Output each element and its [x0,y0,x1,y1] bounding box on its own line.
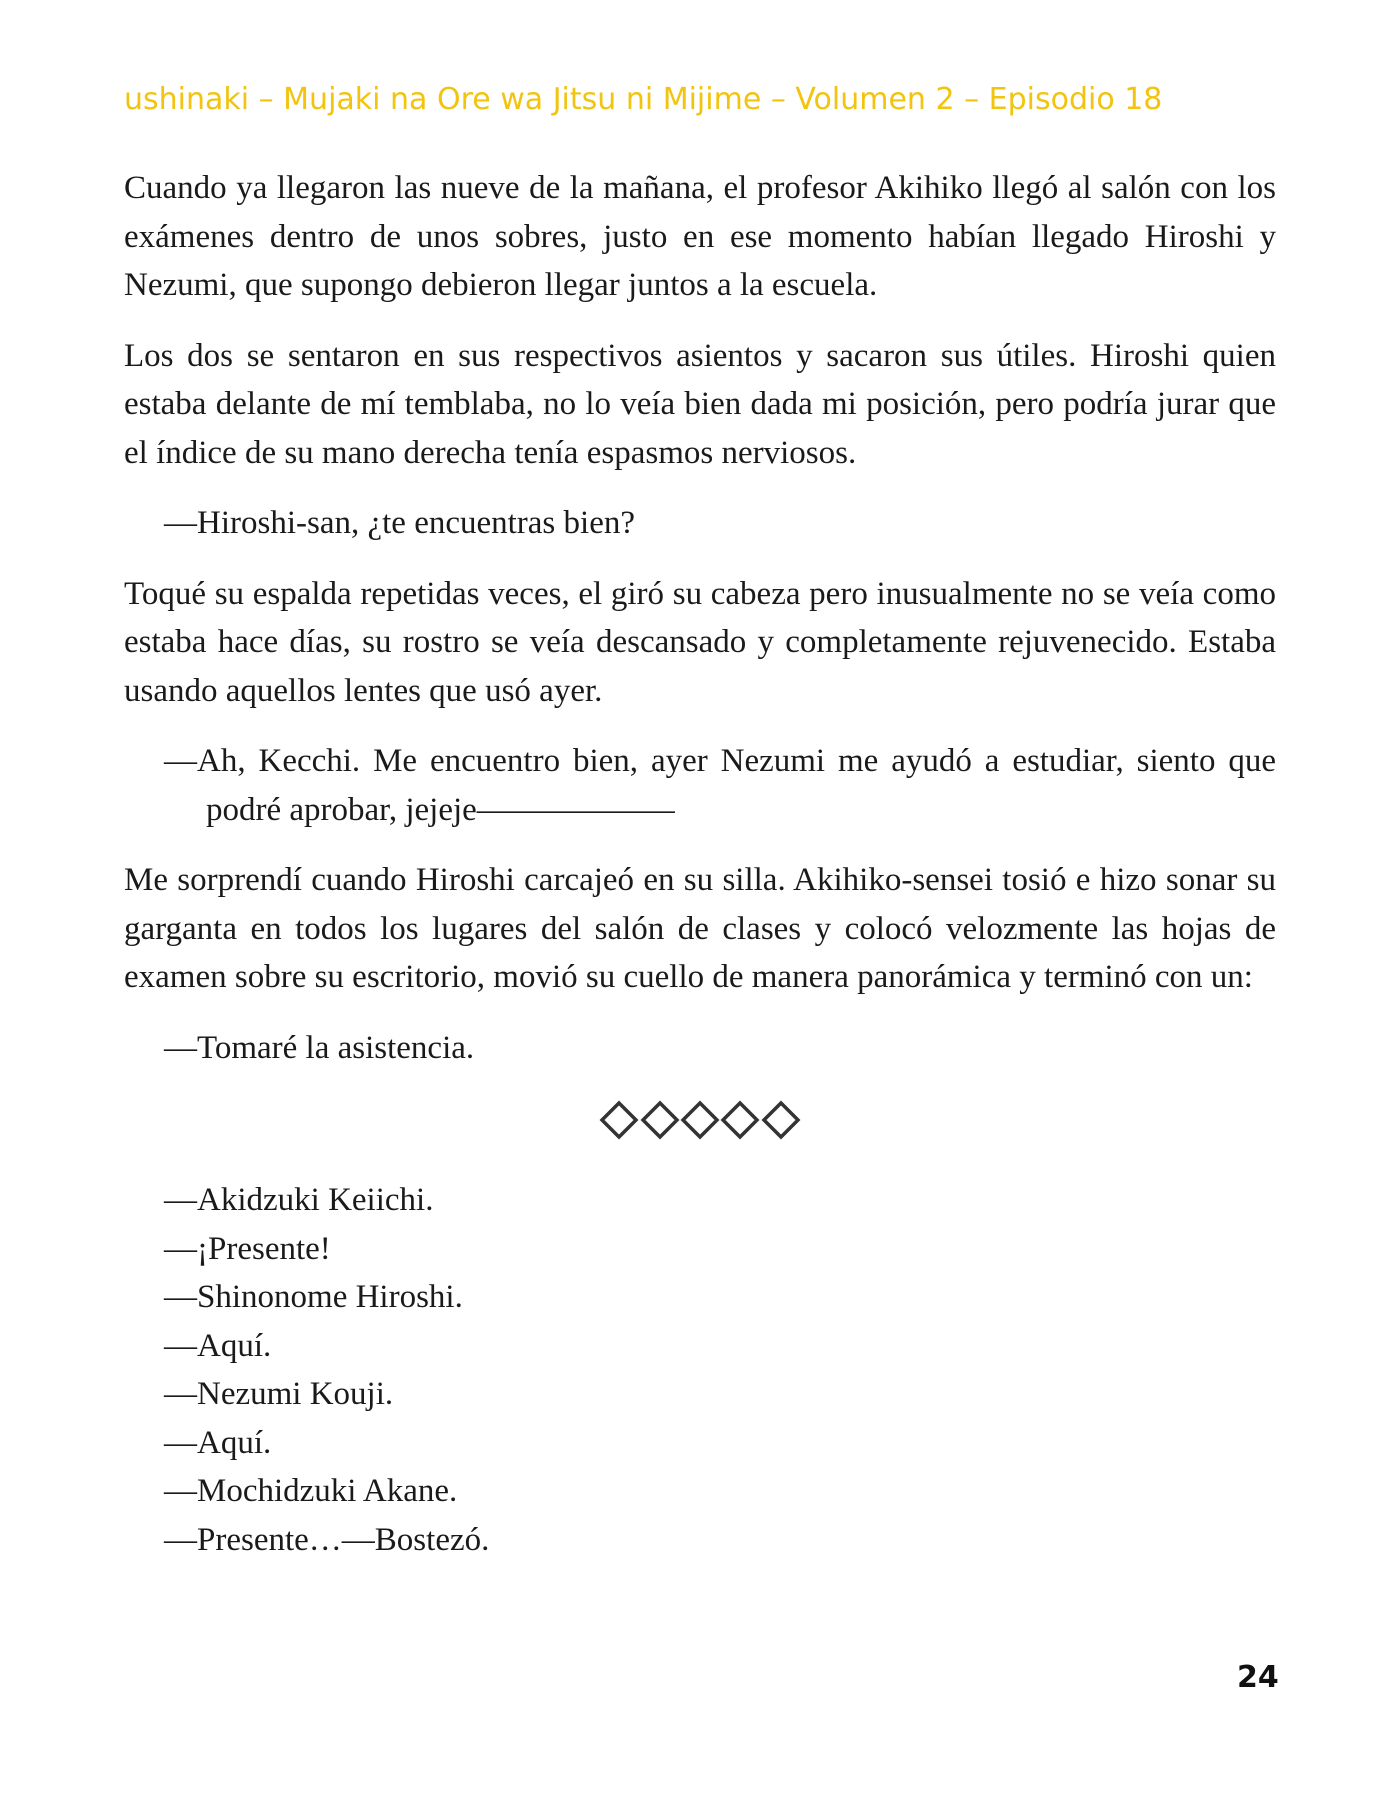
dialogue-2: —Ah, Kecchi. Me encuentro bien, ayer Nezumi me ayudó a estudiar, siento que podré aprobar, jejeje—————— [164,743,1276,828]
page-content [124,164,1276,1564]
roll-call-line: —Shinonome Hiroshi. [164,1279,463,1315]
diamond-icon [764,1103,798,1137]
roll-call-line: —Nezumi Kouji. [164,1376,394,1412]
roll-call-line: —¡Presente! [164,1230,331,1267]
paragraph-1: Cuando ya llegaron las nueve de la mañana, el profesor Akihiko llegó al salón con los exámenes dentro de unos sobres, justo en ese momento habían llegado Hiroshi y Nezumi, que supongo debieron llegar juntos a la escuela. [124,170,1276,303]
diamond-separator-icon [598,1098,802,1142]
roll-call-line: —Akidzuki Keiichi. [164,1182,434,1218]
running-header: ushinaki – Mujaki na Ore wa Jitsu ni Mijime – Volumen 2 – Episodio 18 [124,82,1163,117]
paragraph-3: Toqué su espalda repetidas veces, el giró su cabeza pero inusualmente no se veía como estaba hace días, su rostro se veía descansado y completamente rejuvenecido. Estaba usando aquellos lentes que usó ayer. [124,575,1276,709]
roll-call-list [124,1176,1276,1564]
roll-call-line: —Presente…—Bostezó. [164,1521,490,1558]
scene-separator [124,1098,1276,1142]
roll-call-line: —Aquí. [164,1327,272,1364]
dialogue-3: —Tomaré la asistencia. [164,1029,475,1066]
paragraph-4: Me sorprendí cuando Hiroshi carcajeó en su silla. Akihiko-sensei tosió e hizo sonar su garganta en todos los lugares del salón de clases y colocó velozmente las hojas de examen sobre su escritorio, movió su cuello de manera panorámica y terminó con un: [124,862,1276,995]
dialogue-1: —Hiroshi-san, ¿te encuentras bien? [164,505,635,541]
paragraph-2: Los dos se sentaron en sus respectivos asientos y sacaron sus útiles. Hiroshi quien estaba delante de mí temblaba, no lo veía bien dada mi posición, pero podría jurar que el índice de su mano derecha tenía espasmos nerviosos. [124,337,1276,471]
roll-call-line: —Mochidzuki Akane. [164,1473,458,1509]
diamond-icon [683,1103,717,1137]
diamond-icon [602,1103,636,1137]
diamond-icon [643,1103,677,1137]
diamond-icon [723,1103,757,1137]
roll-call-line: —Aquí. [164,1424,272,1461]
page-number: 24 [1237,1660,1279,1695]
